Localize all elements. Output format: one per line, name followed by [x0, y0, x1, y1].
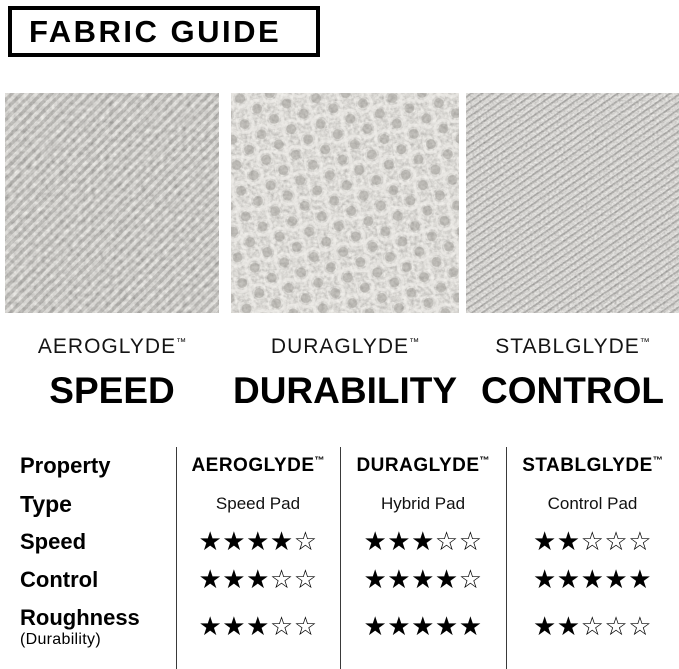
- trademark-symbol: ™: [652, 455, 663, 467]
- category-label-durability: DURABILITY: [232, 370, 458, 411]
- type-value: Hybrid Pad: [380, 494, 466, 513]
- star-rating: ★★☆☆☆: [532, 527, 653, 557]
- row-label-roughness: [0, 605, 176, 649]
- comparison-table: [0, 447, 679, 669]
- table-row-roughness: [0, 599, 679, 655]
- column-header-text: AEROGLYDE: [191, 455, 315, 476]
- type-value: Control Pad: [547, 494, 638, 513]
- row-label-control: Control: [20, 567, 99, 592]
- row-label-type: Type: [20, 490, 72, 517]
- brand-text: DURAGLYDE: [270, 335, 410, 358]
- table-row-control: [0, 561, 679, 599]
- star-rating: ★★★★☆: [198, 527, 318, 557]
- table-row-speed: [0, 523, 679, 561]
- category-label-control: CONTROL: [481, 370, 664, 411]
- trademark-symbol: ™: [409, 337, 420, 348]
- stablglyde-fabric-swatch-image: [466, 93, 679, 313]
- duraglyde-fabric-swatch-image: [231, 93, 459, 313]
- column-header-stablglyde: [506, 455, 679, 477]
- star-rating: ★★★★★: [363, 612, 483, 642]
- trademark-symbol: ™: [314, 455, 325, 467]
- roughness-sublabel: (Durability): [20, 631, 101, 648]
- category-label-speed: SPEED: [49, 370, 175, 411]
- aeroglyde-fabric-swatch-image: [5, 93, 219, 313]
- star-rating: ★★☆☆☆: [532, 612, 653, 642]
- roughness-label: Roughness: [20, 605, 140, 630]
- brand-text: STABLGLYDE: [495, 335, 640, 358]
- column-header-duraglyde: [340, 455, 506, 477]
- brand-label-duraglyde: [231, 335, 459, 361]
- star-rating: ★★★☆☆: [198, 565, 318, 595]
- property-header: Property: [20, 453, 111, 478]
- table-header-row: [0, 449, 679, 483]
- star-rating: ★★★★★: [532, 565, 653, 595]
- trademark-symbol: ™: [176, 337, 187, 348]
- brand-text: AEROGLYDE: [37, 335, 177, 358]
- column-header-aeroglyde: [176, 455, 340, 477]
- star-rating: ★★★☆☆: [363, 527, 483, 557]
- table-row-type: [0, 489, 679, 519]
- brand-label-aeroglyde: [5, 335, 219, 361]
- brand-label-stablglyde: [466, 335, 679, 361]
- trademark-symbol: ™: [639, 337, 650, 348]
- column-header-text: DURAGLYDE: [356, 455, 480, 476]
- star-rating: ★★★☆☆: [198, 612, 318, 642]
- star-rating: ★★★★☆: [363, 565, 483, 595]
- page-title: FABRIC GUIDE: [29, 13, 282, 49]
- trademark-symbol: ™: [479, 455, 490, 467]
- row-label-speed: Speed: [20, 529, 87, 554]
- type-value: Speed Pad: [215, 494, 301, 513]
- header-box: [8, 6, 320, 57]
- column-header-text: STABLGLYDE: [522, 455, 653, 476]
